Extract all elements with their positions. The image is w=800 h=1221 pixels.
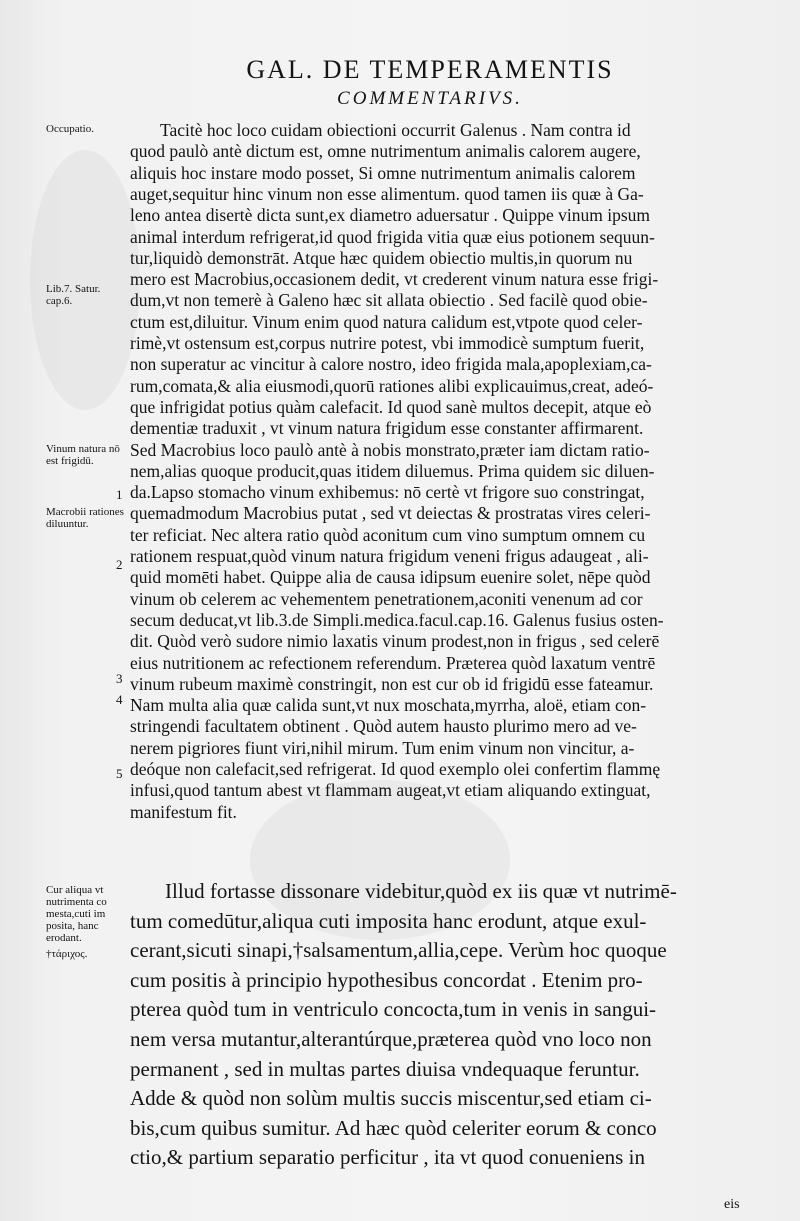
text-line: dum,vt non temerè à Galeno hæc sit allata obiectio . Sed facilè quod obie- (130, 290, 648, 311)
margin-note-greek: †τάριχος. (46, 948, 88, 960)
text-line: tum comedūtur,aliqua cuti imposita hanc erodunt, atque exul- (130, 908, 647, 933)
text-line: manifestum fit. (130, 801, 237, 822)
text-line: permanent , sed in multas partes diuisa vndequaque feruntur. (130, 1056, 640, 1081)
text-line: cum positis à principio hypothesibus concordat . Etenim pro- (130, 967, 643, 992)
text-line: stringendi facultatem obtinent . Quòd autem hausto plurimo mero ad ve- (130, 716, 637, 737)
text-line: Sed Macrobius loco paulò antè à nobis monstrato,præter iam dictam ratio- (130, 439, 650, 460)
text-line: auget,sequitur hinc vinum non esse alimentum. quod tamen iis quæ à Ga- (130, 183, 644, 204)
section-number-1: 1 (116, 487, 123, 502)
text-line: que infrigidat potius quàm calefacit. Id quod sanè multos decepit, atque eò (130, 396, 652, 417)
text-line: bis,cum quibus sumitur. Ad hæc quòd celeriter eorum & conco (130, 1115, 657, 1140)
text-line: vinum ob celerem ac vehementem penetrationem,aconiti venenum ad cor (130, 588, 643, 609)
text-line: infusi,quod tantum abest vt flammam augeat,vt etiam aliquando extinguat, (130, 780, 651, 801)
margin-note-macrobii: Macrobii rationes diluuntur. (46, 506, 124, 530)
text-line: dit. Quòd verò sudore nimio laxatis vinum prodest,non in frigus , sed celerē (130, 631, 660, 652)
text-line: deóque non calefacit,sed refrigerat. Id quod exemplo olei confertim flammę (130, 759, 661, 779)
text-line: Nam multa alia quæ calida sunt,vt nux moschata,myrrha, aloë, etiam con- (130, 695, 647, 716)
text-line: non superatur ac vincitur à calore nostro, ideo frigida mala,apoplexiam,ca- (130, 354, 652, 375)
text-line: quid momēti habet. Quippe alia de causa idipsum euenire solet, nēpe quòd (130, 567, 651, 588)
text-line: mero est Macrobius,occasionem dedit, vt crederent vinum natura esse frigi- (130, 269, 659, 290)
text-line: Adde & quòd non solùm multis succis miscentur,sed etiam ci- (130, 1086, 652, 1111)
text-line: ctum est,diluitur. Vinum enim quod natura calidum est,vtpote quod celer- (130, 311, 643, 332)
text-line: nem versa mutantur,alterantúrque,præterea quòd vno loco non (130, 1027, 652, 1051)
margin-note-cur-aliqua: Cur aliqua vt nutrimenta co mesta,cuti im posita, hanc erodant. (46, 884, 107, 944)
catchword: eis (724, 1197, 740, 1212)
bleed-through-stain (30, 150, 140, 410)
margin-note-occupatio: Occupatio. (46, 123, 94, 135)
section-number-5: 5 (116, 766, 123, 781)
text-line: secum deducat,vt lib.3.de Simpli.medica.facul.cap.16. Galenus fusius osten- (130, 609, 664, 630)
text-line: ctio,& partium separatio perficitur , ita vt quod conueniens in (130, 1145, 645, 1170)
text-line: nem,alias quoque producit,quas itidem diluemus. Prima quidem sic diluen- (130, 460, 655, 481)
margin-note-vinum: Vinum natura nō est frigidū. (46, 443, 120, 467)
section-number-2: 2 (116, 557, 123, 572)
text-line: cerant,sicuti sinapi,†salsamentum,allia,cepe. Verùm hoc quoque (130, 938, 667, 963)
text-line: rimè,vt ostensum est,corpus nutrire potest, vbi immodicè sumptum fuerit, (130, 333, 645, 353)
text-line: quod paulò antè dictum est, omne nutrimentum animalis calorem augere, (130, 141, 641, 162)
text-line: tur,liquidò demonstrāt. Atque hæc quidem obiectio multis,in quorum nu (130, 247, 633, 268)
text-line: nerem pigriores fiunt viri,nihil mirum. Tum enim vinum non vincitur, a- (130, 737, 635, 758)
text-line: ter reficiat. Nec altera ratio quòd aconitum cum vino sumptum omnem cu (130, 524, 646, 545)
text-line: rum,comata,& alia eiusmodi,quorū rationes alibi explicauimus,creat, adeó- (130, 375, 654, 396)
text-line: rationem respuat,quòd vinum natura frigidum veneni frigus adaugeat , ali- (130, 546, 649, 566)
text-line: Tacitè hoc loco cuidam obiectioni occurrit Galenus . Nam contra id (160, 120, 631, 140)
text-line: da.Lapso stomacho vinum exhibemus: nō certè vt frigore suo constringat, (130, 482, 645, 503)
text-line: leno antea disertè dicta sunt,ex diametro aduersatur . Quippe vinum ipsum (130, 205, 650, 226)
section-number-3: 3 (116, 671, 123, 686)
text-line: Illud fortasse dissonare videbitur,quòd ex iis quæ vt nutrimē- (165, 879, 677, 903)
section-number-4: 4 (116, 692, 123, 707)
text-line: dementiæ traduxit , vt vinum natura frigidum esse constanter affirmarent. (130, 418, 644, 439)
text-line: quemadmodum Macrobius putat , sed vt deiectas & prostratas vires celeri- (130, 503, 651, 524)
margin-note-lib-ref: Lib.7. Satur. cap.6. (46, 283, 101, 307)
text-line: aliquis hoc instare modo posset, Si omne nutrimentum animalis calorem (130, 162, 636, 183)
section-subtitle: COMMENTARIVS. (337, 88, 523, 109)
text-line: animal interdum refrigerat,id quod frigida vitia quæ eius potionem sequun- (130, 226, 655, 247)
text-line: pterea quòd tum in ventriculo concocta,tum in venis in sangui- (130, 997, 657, 1022)
text-line: vinum rubeum maximè constringit, non est cur ob id frigidū esse fateamur. (130, 673, 654, 694)
text-line: eius nutritionem ac refectionem referendum. Præterea quòd laxatum ventrē (130, 652, 656, 673)
running-header: GAL. DE TEMPERAMENTIS (246, 55, 614, 84)
